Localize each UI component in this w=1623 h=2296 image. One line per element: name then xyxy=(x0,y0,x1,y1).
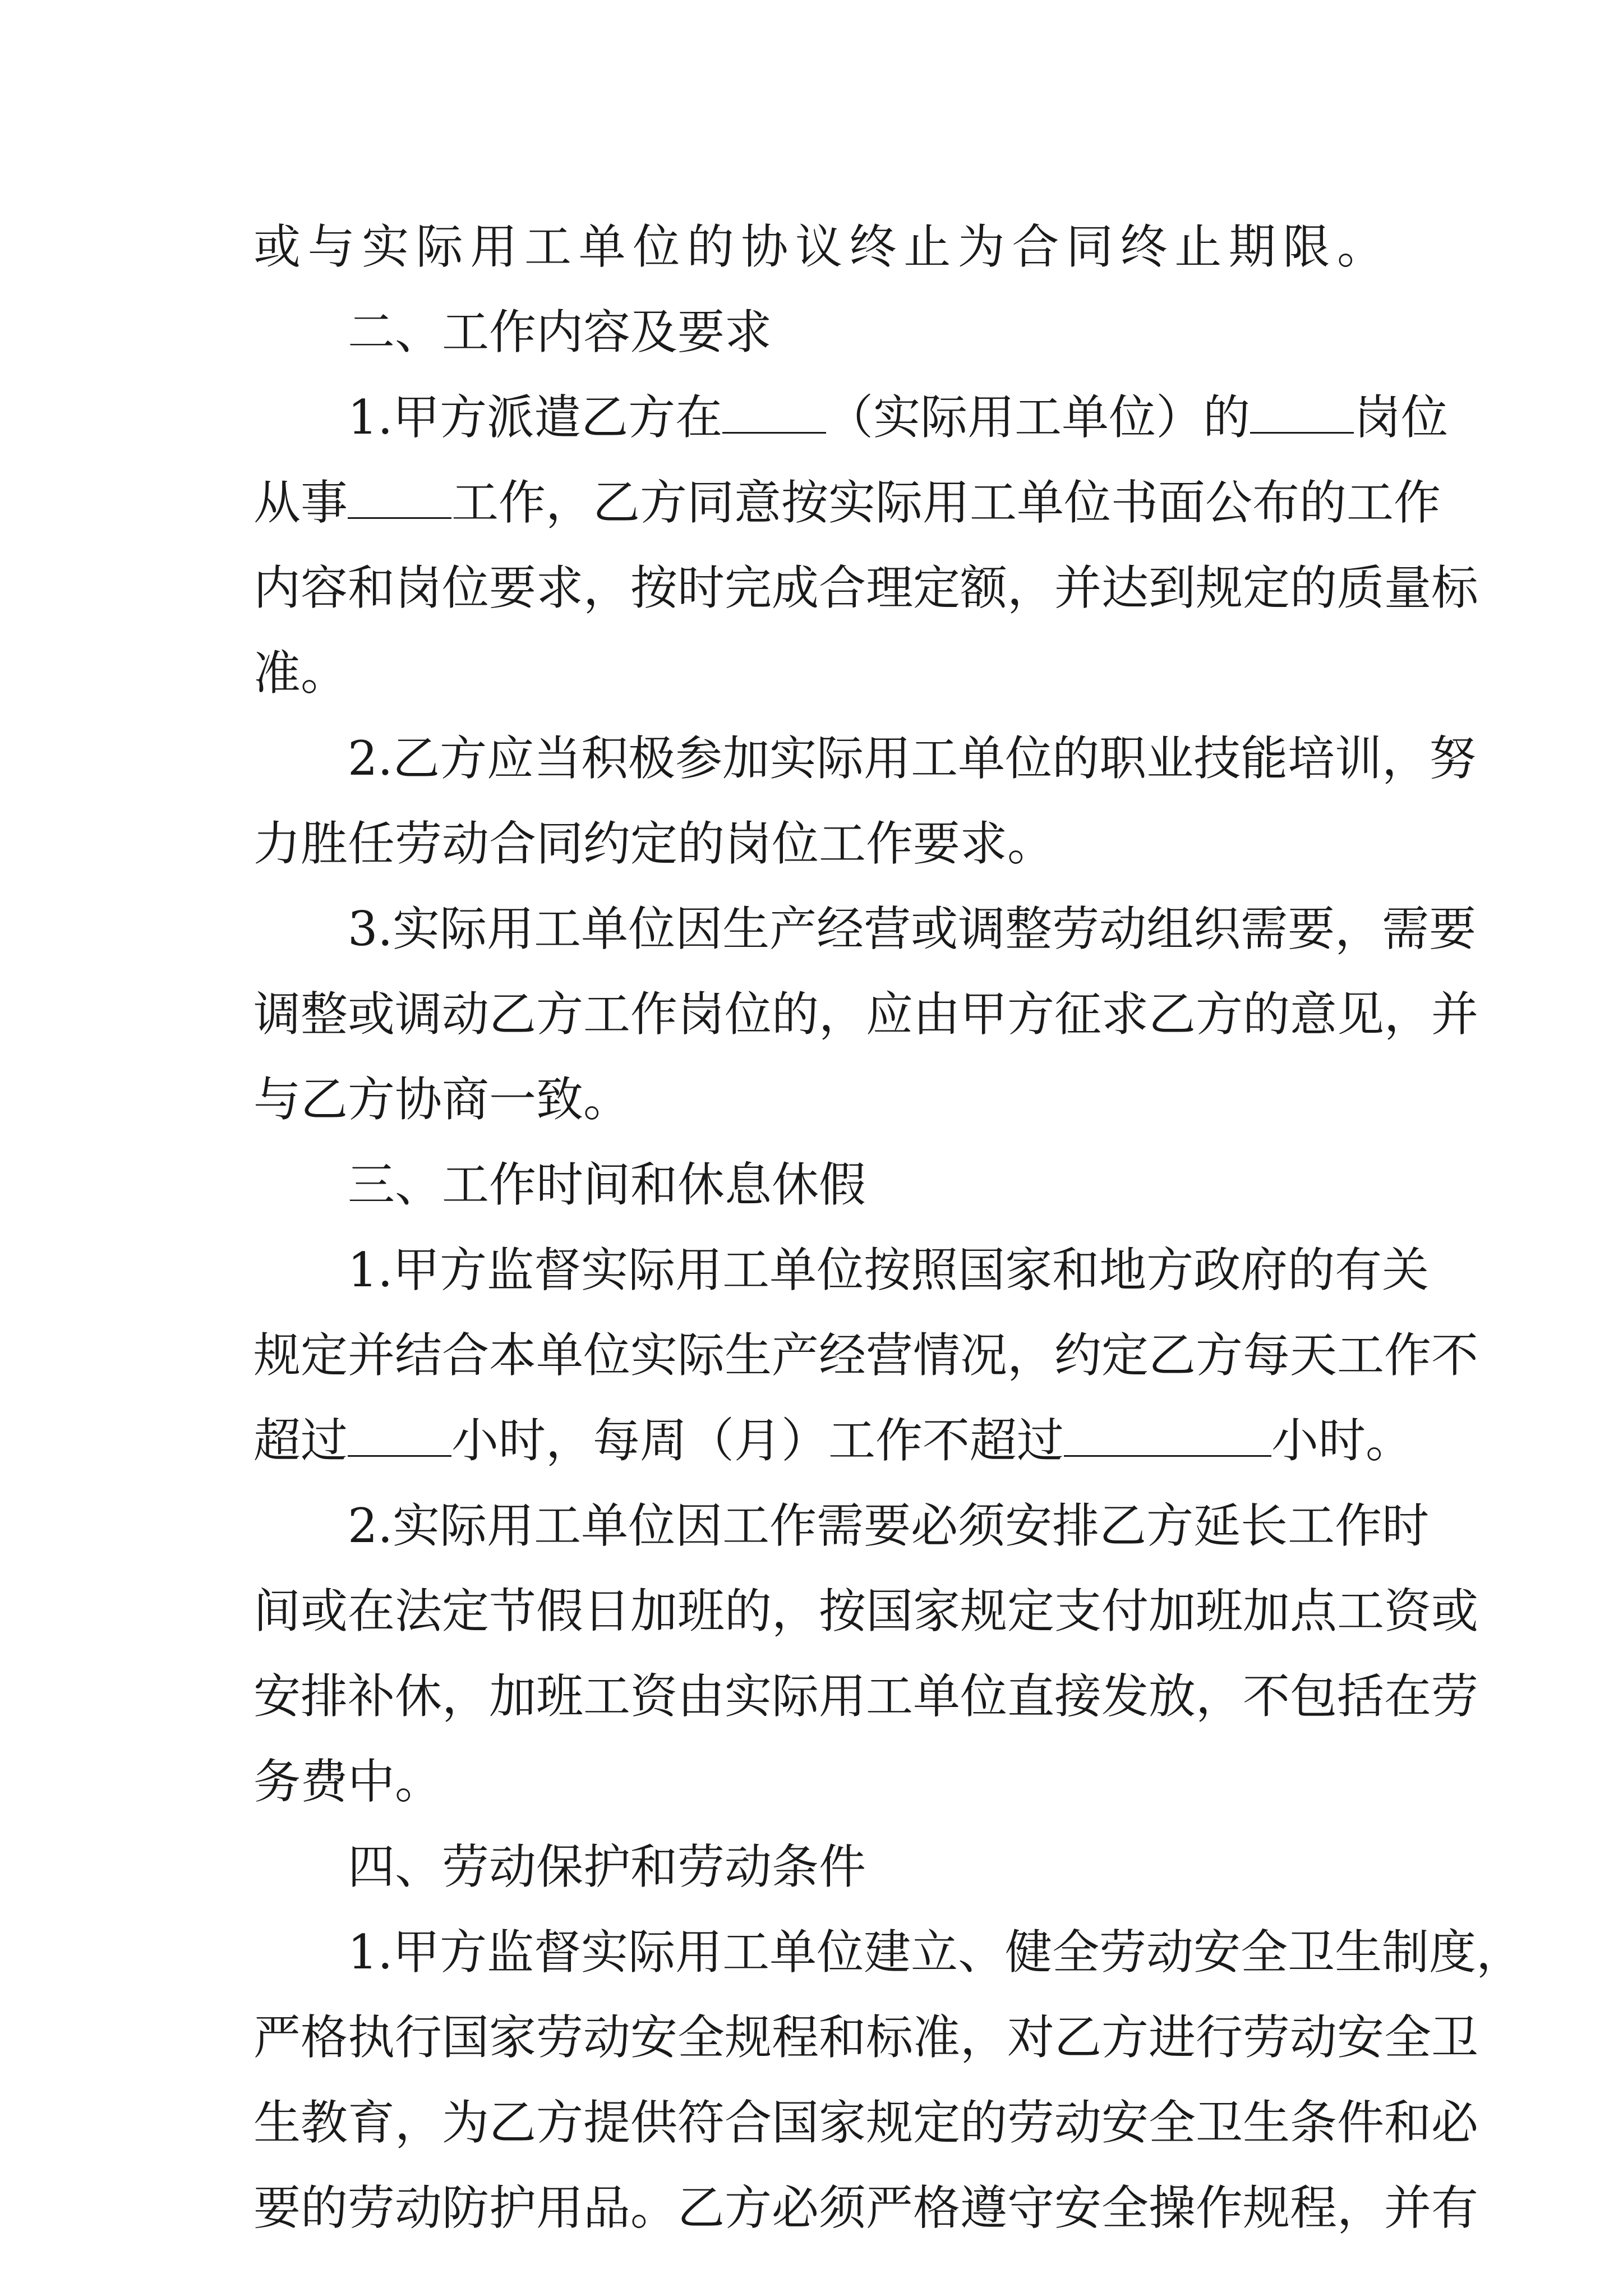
paragraph-line xyxy=(253,1401,1413,1480)
text-segment: 1.甲方派遣乙方在 xyxy=(348,390,723,445)
paragraph-line: 3.实际用工单位因生产经营或调整劳动组织需要，需要 xyxy=(348,901,1477,956)
text-segment: （实际用工单位）的 xyxy=(826,390,1251,445)
paragraph-line: 严格执行国家劳动安全规程和标准，对乙方进行劳动安全卫 xyxy=(253,2010,1479,2065)
text-segment: 工作，乙方同意按实际用工单位书面公布的工作 xyxy=(451,475,1441,530)
paragraph-line: 准。 xyxy=(253,646,348,701)
paragraph-line xyxy=(253,378,1449,457)
fill-in-blank xyxy=(348,472,451,519)
paragraph-line: 要的劳动防护用品。乙方必须严格遵守安全操作规程，并有 xyxy=(253,2180,1479,2235)
paragraph-line: 或与实际用工单位的协议终止为合同终止期限。 xyxy=(253,219,1384,274)
text-segment: 超过 xyxy=(253,1413,348,1468)
paragraph-line: 安排补休，加班工资由实际用工单位直接发放，不包括在劳 xyxy=(253,1669,1479,1724)
section-heading: 三、工作时间和休息休假 xyxy=(348,1157,866,1212)
paragraph-line xyxy=(253,463,1441,542)
paragraph-line: 1.甲方监督实际用工单位按照国家和地方政府的有关 xyxy=(348,1243,1430,1297)
paragraph-line: 规定并结合本单位实际生产经营情况，约定乙方每天工作不 xyxy=(253,1328,1479,1383)
text-segment: 从事 xyxy=(253,475,348,530)
paragraph-line: 调整或调动乙方工作岗位的，应由甲方征求乙方的意见，并 xyxy=(253,987,1479,1042)
fill-in-blank xyxy=(722,387,826,434)
text-segment: 小时，每周（月）工作不超过 xyxy=(451,1413,1064,1468)
paragraph-line: 2.实际用工单位因工作需要必须安排乙方延长工作时 xyxy=(348,1498,1430,1553)
paragraph-line: 1.甲方监督实际用工单位建立、健全劳动安全卫生制度， xyxy=(348,1925,1524,1980)
text-segment: 岗位 xyxy=(1354,390,1449,445)
fill-in-blank xyxy=(1064,1410,1271,1457)
paragraph-line: 务费中。 xyxy=(253,1754,442,1809)
fill-in-blank xyxy=(1250,387,1354,434)
section-heading: 四、劳动保护和劳动条件 xyxy=(348,1839,866,1894)
text-segment: 小时。 xyxy=(1271,1413,1413,1468)
paragraph-line: 力胜任劳动合同约定的岗位工作要求。 xyxy=(253,816,1055,871)
paragraph-line: 2.乙方应当积极参加实际用工单位的职业技能培训，努 xyxy=(348,731,1477,786)
section-heading: 二、工作内容及要求 xyxy=(348,305,772,360)
paragraph-line: 内容和岗位要求，按时完成合理定额，并达到规定的质量标 xyxy=(253,560,1479,615)
paragraph-line: 生教育，为乙方提供符合国家规定的劳动安全卫生条件和必 xyxy=(253,2095,1479,2150)
paragraph-line: 与乙方协商一致。 xyxy=(253,1072,631,1127)
fill-in-blank xyxy=(348,1410,451,1457)
paragraph-line: 间或在法定节假日加班的，按国家规定支付加班加点工资或 xyxy=(253,1584,1479,1639)
